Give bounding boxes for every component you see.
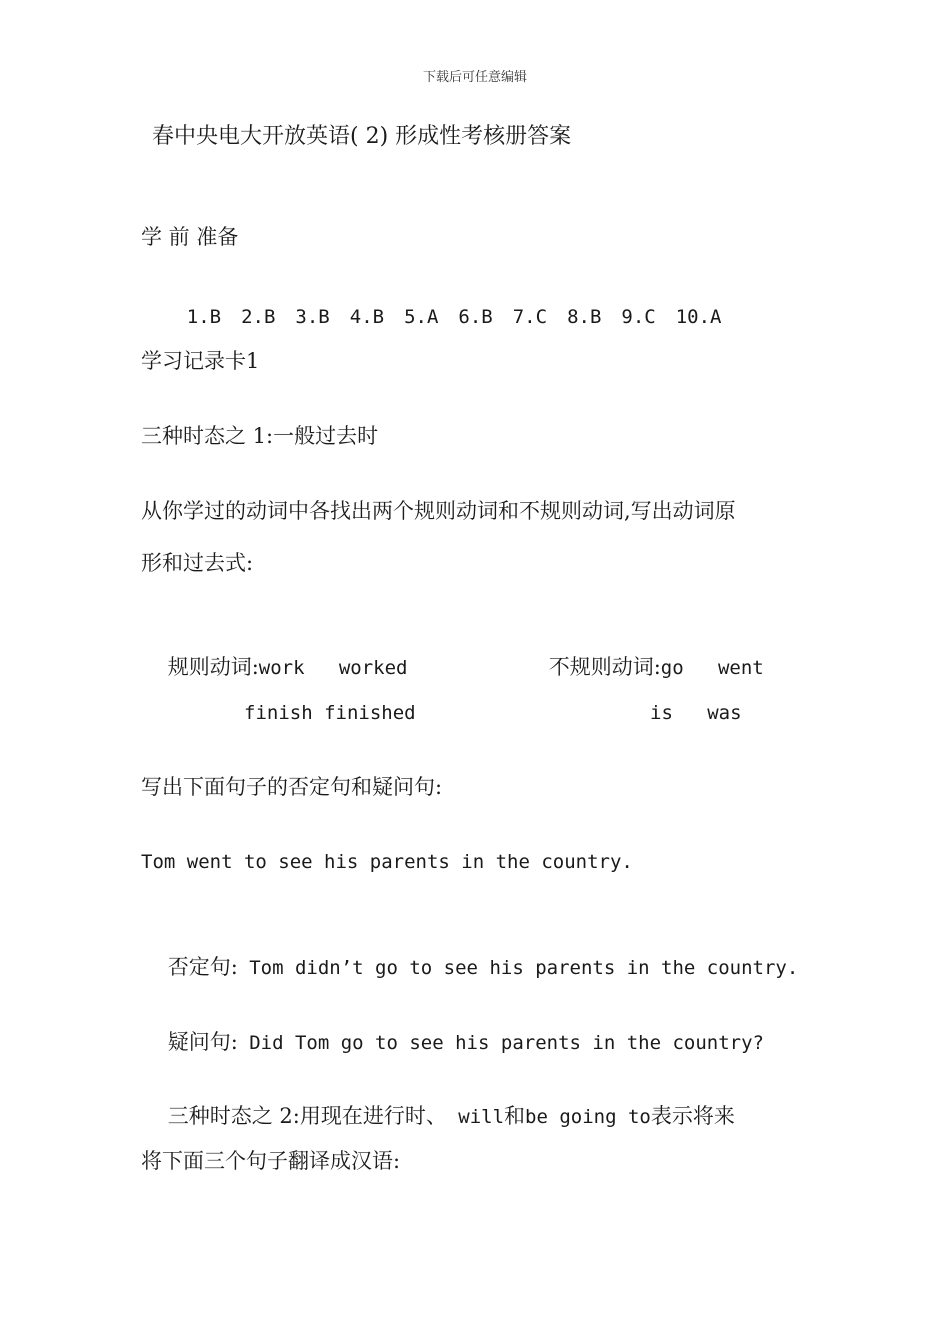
instruction2: 写出下面句子的否定句和疑问句:: [141, 775, 443, 799]
irregular-verb-1: go went: [660, 657, 764, 679]
instruction1-line1: 从你学过的动词中各找出两个规则动词和不规则动词,写出动词原: [141, 499, 736, 523]
answer-10: 10.A: [675, 306, 722, 328]
irregular-label: 不规则动词:: [548, 655, 661, 679]
question-label: 疑问句:: [167, 1030, 238, 1054]
answer-2: 2.B: [241, 306, 276, 328]
answer-6: 6.B: [458, 306, 493, 328]
negative-sentence: Tom didn’t go to see his parents in the country.: [237, 957, 799, 979]
instruction1-line2: 形和过去式:: [141, 551, 254, 575]
tense2-title-b: will: [446, 1106, 505, 1128]
answer-1: 1.B: [186, 306, 222, 328]
answer-8: 8.B: [567, 306, 602, 328]
answer-5: 5.A: [404, 306, 439, 328]
tense2-title-c: 和: [504, 1104, 526, 1128]
answer-3: 3.B: [295, 306, 330, 328]
document-title: 春中央电大开放英语( 2) 形成性考核册答案: [152, 124, 572, 149]
irregular-verb-2: is was: [650, 702, 742, 724]
tense2-title-d: be going to: [525, 1106, 651, 1128]
section-prep-heading: 学 前 准备: [141, 225, 239, 249]
tense2-title-a: 三种时态之 2:用现在进行时、: [167, 1104, 447, 1128]
answer-7: 7.C: [512, 306, 548, 328]
instruction3: 将下面三个句子翻译成汉语:: [141, 1149, 401, 1173]
card1-heading: 学习记录卡1: [141, 349, 260, 373]
regular-verb-2: finish finished: [244, 702, 416, 724]
question-sentence: Did Tom go to see his parents in the country?: [237, 1032, 764, 1054]
negative-label: 否定句:: [167, 955, 238, 979]
tense1-heading: 三种时态之 1:一般过去时: [141, 424, 379, 448]
answer-9: 9.C: [621, 306, 656, 328]
answer-4: 4.B: [349, 306, 385, 328]
tense2-title-e: 表示将来: [650, 1104, 735, 1128]
example-sentence: Tom went to see his parents in the country.: [141, 851, 633, 873]
regular-label: 规则动词:: [167, 655, 259, 679]
regular-verb-1: work worked: [258, 657, 408, 679]
page-header: 下载后可任意编辑: [422, 70, 527, 85]
